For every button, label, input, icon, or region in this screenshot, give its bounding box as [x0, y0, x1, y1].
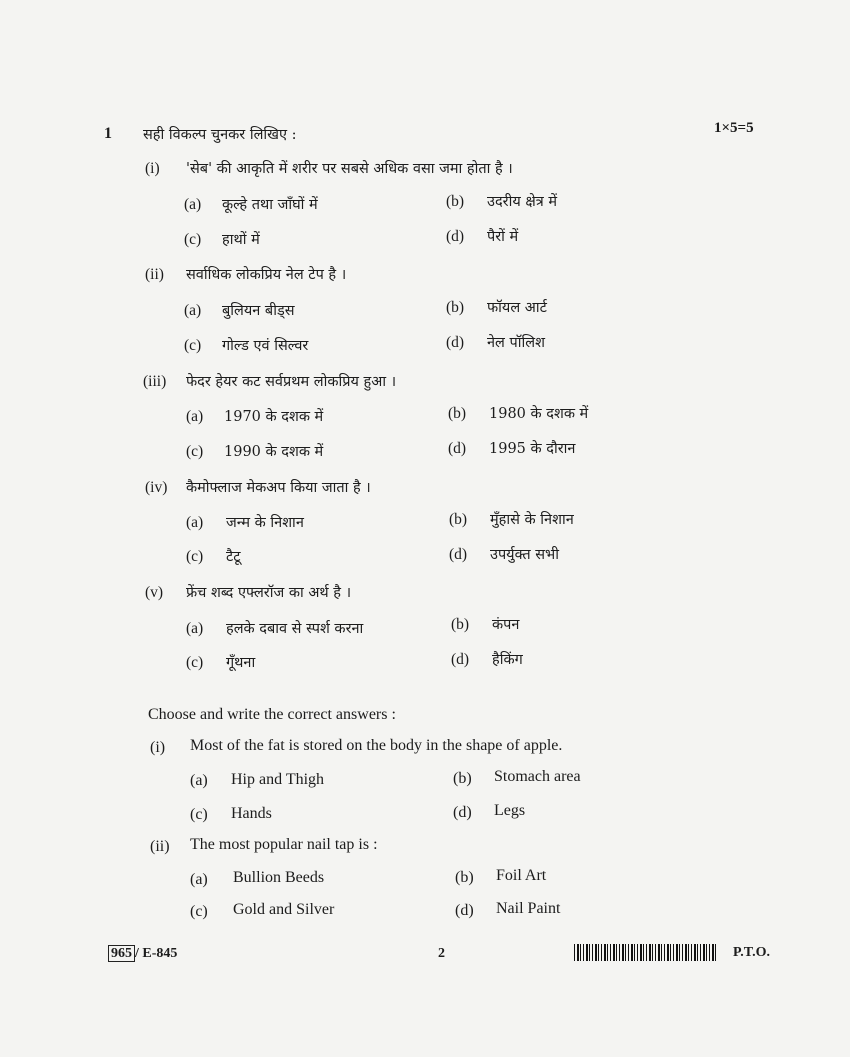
english-q2-option-text: Nail Paint — [496, 900, 561, 917]
english-q2-text: The most popular nail tap is : — [190, 836, 378, 853]
english-q2-number: (ii) — [150, 838, 170, 855]
english-q2-option-text: Foil Art — [496, 867, 547, 884]
hindi-q1-option-label: (b) — [446, 193, 465, 210]
page-number: 2 — [438, 946, 445, 961]
paper-code: 965 — [108, 945, 135, 962]
hindi-q1-number: (i) — [145, 160, 160, 177]
hindi-q2-number: (ii) — [145, 266, 164, 283]
hindi-q3-option-label: (c) — [186, 443, 204, 460]
hindi-q3-option-text: 1980 के दशक में — [489, 406, 589, 422]
marks-allocation: 1×5=5 — [714, 120, 754, 136]
hindi-q1-option-text: कूल्हे तथा जाँघों में — [222, 197, 318, 213]
hindi-q2-option-text: गोल्ड एवं सिल्वर — [222, 338, 309, 354]
hindi-q5-text: फ्रेंच शब्द एफ्लरॉज का अर्थ है । — [186, 585, 352, 601]
barcode — [574, 944, 716, 961]
hindi-q3-option-label: (a) — [186, 408, 204, 425]
hindi-q5-option-text: कंपन — [492, 617, 520, 633]
hindi-q4-option-text: उपर्युक्त सभी — [490, 547, 559, 563]
hindi-q5-option-label: (a) — [186, 620, 204, 637]
hindi-q1-option-text: उदरीय क्षेत्र में — [487, 194, 558, 210]
hindi-q3-option-text: 1995 के दौरान — [489, 441, 576, 457]
question-number: 1 — [104, 125, 112, 142]
hindi-q1-text: 'सेब' की आकृति में शरीर पर सबसे अधिक वसा जमा होता है । — [186, 161, 513, 177]
hindi-q2-text: सर्वाधिक लोकप्रिय नेल टेप है । — [186, 267, 347, 283]
hindi-q4-number: (iv) — [145, 479, 168, 496]
hindi-q4-option-label: (a) — [186, 514, 204, 531]
hindi-q4-option-label: (c) — [186, 548, 204, 565]
paper-code-block — [108, 946, 177, 962]
hindi-q5-option-label: (d) — [451, 651, 470, 668]
english-q1-option-text: Hip and Thigh — [231, 771, 325, 788]
english-q2-option-label: (b) — [455, 869, 474, 886]
english-q1-option-label: (d) — [453, 804, 472, 821]
hindi-q3-text: फेदर हेयर कट सर्वप्रथम लोकप्रिय हुआ । — [186, 374, 397, 390]
hindi-q3-number: (iii) — [143, 373, 167, 390]
hindi-q1-option-label: (d) — [446, 228, 465, 245]
english-q1-option-label: (c) — [190, 806, 208, 823]
english-instruction: Choose and write the correct answers : — [148, 706, 396, 723]
hindi-q3-option-text: 1990 के दशक में — [224, 444, 324, 460]
hindi-q5-number: (v) — [145, 584, 164, 601]
hindi-q3-option-label: (d) — [448, 440, 467, 457]
hindi-q2-option-text: फॉयल आर्ट — [487, 300, 547, 316]
english-q2-option-label: (c) — [190, 903, 208, 920]
hindi-q2-option-text: बुलियन बीड्स — [222, 303, 295, 319]
hindi-q5-option-label: (c) — [186, 654, 204, 671]
english-q1-option-text: Legs — [494, 802, 526, 819]
hindi-q2-option-label: (a) — [184, 302, 202, 319]
hindi-q5-option-text: गूँथना — [226, 655, 256, 671]
hindi-q3-option-text: 1970 के दशक में — [224, 409, 324, 425]
hindi-q2-option-label: (b) — [446, 299, 465, 316]
english-q1-option-text: Hands — [231, 805, 272, 822]
english-q1-number: (i) — [150, 739, 166, 756]
hindi-q5-option-text: हैकिंग — [492, 652, 523, 668]
english-q2-option-text: Gold and Silver — [233, 901, 335, 918]
english-q1-option-label: (a) — [190, 772, 208, 789]
english-q2-option-text: Bullion Beeds — [233, 869, 325, 886]
hindi-q4-option-text: जन्म के निशान — [226, 515, 304, 531]
hindi-q2-option-text: नेल पॉलिश — [487, 335, 545, 351]
english-q2-option-label: (d) — [455, 902, 474, 919]
hindi-instruction: सही विकल्प चुनकर लिखिए : — [143, 127, 297, 143]
english-q1-option-text: Stomach area — [494, 768, 581, 785]
hindi-q5-option-text: हलके दबाव से स्पर्श करना — [226, 621, 364, 637]
english-q1-text: Most of the fat is stored on the body in the shape of apple. — [190, 737, 563, 754]
hindi-q1-option-label: (c) — [184, 231, 202, 248]
english-q2-option-label: (a) — [190, 871, 208, 888]
english-q1-option-label: (b) — [453, 770, 472, 787]
hindi-q4-option-label: (b) — [449, 511, 468, 528]
hindi-q4-text: कैमोफ्लाज मेकअप किया जाता है । — [186, 480, 371, 496]
hindi-q4-option-label: (d) — [449, 546, 468, 563]
exam-code: / E-845 — [135, 946, 178, 961]
hindi-q2-option-label: (c) — [184, 337, 202, 354]
hindi-q3-option-label: (b) — [448, 405, 467, 422]
pto-label: P.T.O. — [733, 945, 770, 960]
hindi-q1-option-text: पैरों में — [487, 229, 519, 245]
hindi-q4-option-text: टैटू — [226, 549, 241, 565]
hindi-q2-option-label: (d) — [446, 334, 465, 351]
hindi-q4-option-text: मुँहासे के निशान — [490, 512, 574, 528]
hindi-q5-option-label: (b) — [451, 616, 470, 633]
hindi-q1-option-label: (a) — [184, 196, 202, 213]
hindi-q1-option-text: हाथों में — [222, 232, 260, 248]
